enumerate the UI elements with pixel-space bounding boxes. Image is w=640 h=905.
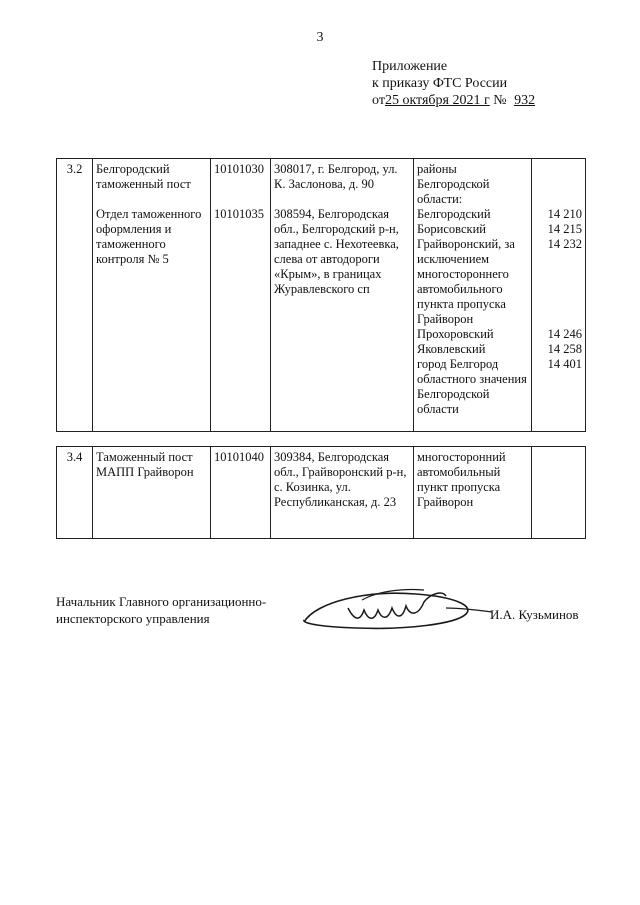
order-date: 25 октября 2021 г: [384, 93, 490, 108]
customs-table-main: [56, 158, 586, 432]
row-number: 3.4: [57, 447, 93, 539]
region-code: [532, 447, 586, 539]
post-code-cell: [211, 159, 271, 432]
region-name: Борисовский: [417, 222, 486, 236]
region-code: 14 215: [547, 222, 582, 236]
table-row: [57, 447, 586, 539]
appendix-header: [372, 58, 549, 109]
row-number: 3.2: [57, 159, 93, 432]
number-prefix: №: [493, 93, 507, 108]
post-name-cell: [93, 159, 211, 432]
signatory-title: [56, 593, 266, 627]
appendix-order: к приказу ФТС России: [372, 76, 508, 91]
appendix-date-line: [372, 92, 549, 109]
post-name: Белгородский таможенный пост: [96, 162, 191, 191]
signatory-title-line: инспекторского управления: [56, 611, 210, 626]
region-code: 14 258: [547, 342, 582, 356]
appendix-title: Приложение: [372, 59, 448, 74]
region-code-cell: [532, 159, 586, 432]
signatory-name: И.А. Кузьминов: [490, 607, 579, 622]
post-code: 10101030: [214, 162, 264, 176]
region-name: многосторонний автомобильный пункт пропуска Грайворон: [414, 447, 532, 539]
post-address: 308017, г. Белгород, ул. К. Заслонова, д. 90: [274, 162, 398, 191]
region-name: Белгородский: [417, 207, 491, 221]
region-code: 14 246: [547, 327, 582, 341]
region-name: Грайворонский, за исключением многостороннего автомобильного пункта пропуска Грайворон: [417, 237, 515, 326]
signatory-title-line: Начальник Главного организационно-: [56, 594, 267, 609]
region-header: районы Белгородской области:: [417, 162, 490, 206]
post-address: 308594, Белгородская обл., Белгородский р-н, западнее с. Нехотеевка, слева от автодороги «Крым», в границах Журавлевского сп: [274, 207, 399, 296]
handwritten-signature: [296, 580, 496, 640]
post-address: 309384, Белгородская обл., Грайворонский р-н, с. Козинка, ул. Республиканская, д. 23: [271, 447, 414, 539]
post-name: Таможенный пост МАПП Грайворон: [93, 447, 211, 539]
region-cell: [414, 159, 532, 432]
post-code: 10101040: [211, 447, 271, 539]
region-name: Прохоровский: [417, 327, 494, 341]
table-row: [57, 159, 586, 432]
region-name: город Белгород областного значения Белгородской области: [417, 357, 527, 416]
region-code: 14 232: [547, 237, 582, 251]
page-number: 3: [316, 30, 324, 45]
date-prefix: от: [372, 93, 385, 108]
region-name: Яковлевский: [417, 342, 486, 356]
post-address-cell: [271, 159, 414, 432]
order-number: 932: [514, 93, 536, 108]
region-code: 14 401: [547, 357, 582, 371]
customs-table-mapp: [56, 446, 586, 539]
region-code: 14 210: [547, 207, 582, 221]
post-code: 10101035: [214, 207, 264, 221]
post-name: Отдел таможенного оформления и таможенного контроля № 5: [96, 207, 202, 266]
